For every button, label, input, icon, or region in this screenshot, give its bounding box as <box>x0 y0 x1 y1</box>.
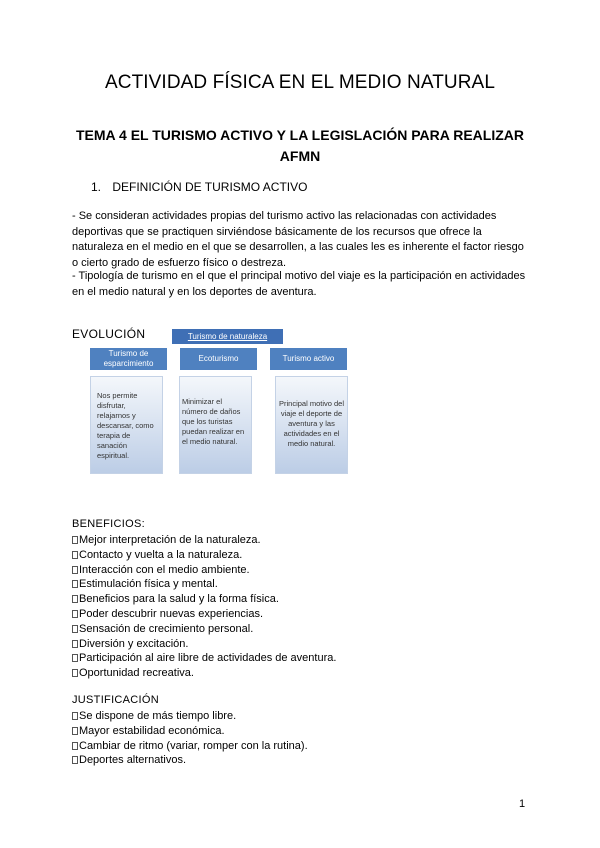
list-item-text: Contacto y vuelta a la naturaleza. <box>79 548 243 561</box>
checkbox-bullet-icon <box>72 580 78 588</box>
beneficios-list <box>72 533 336 681</box>
list-item <box>72 753 308 768</box>
list-item-text: Se dispone de más tiempo libre. <box>79 710 237 722</box>
list-item-text: Estimulación física y mental. <box>79 578 218 591</box>
list-item <box>72 622 336 637</box>
justificacion-list <box>72 709 308 768</box>
section-number: 1. <box>91 180 102 194</box>
checkbox-bullet-icon <box>72 566 78 574</box>
list-item <box>72 739 308 754</box>
section-title: DEFINICIÓN DE TURISMO ACTIVO <box>112 180 308 194</box>
list-item <box>72 592 336 607</box>
checkbox-bullet-icon <box>72 625 78 633</box>
list-item <box>72 724 308 739</box>
checkbox-bullet-icon <box>72 595 78 603</box>
checkbox-bullet-icon <box>72 610 78 618</box>
list-item <box>72 666 336 681</box>
checkbox-bullet-icon <box>72 536 78 544</box>
list-item-text: Interacción con el medio ambiente. <box>79 563 250 576</box>
checkbox-bullet-icon <box>72 727 78 735</box>
checkbox-bullet-icon <box>72 756 78 764</box>
diagram-title: Turismo de naturaleza <box>172 329 283 344</box>
checkbox-bullet-icon <box>72 654 78 662</box>
section-heading <box>91 180 307 194</box>
page-number: 1 <box>519 798 526 810</box>
list-item-text: Mejor interpretación de la naturaleza. <box>79 534 261 546</box>
checkbox-bullet-icon <box>72 712 78 720</box>
checkbox-bullet-icon <box>72 742 78 750</box>
diagram-header-esparcimiento: Turismo de esparcimiento <box>90 348 167 370</box>
main-title: ACTIVIDAD FÍSICA EN EL MEDIO NATURAL <box>104 72 495 93</box>
beneficios-title: BENEFICIOS: <box>72 518 145 530</box>
justificacion-title: JUSTIFICACIÓN <box>72 694 160 706</box>
list-item-text: Participación al aire libre de actividades de aventura. <box>79 652 337 665</box>
list-item-text: Deportes alternativos. <box>79 754 186 767</box>
list-item <box>72 548 336 563</box>
list-item <box>72 607 336 622</box>
definition-paragraph-1: - Se consideran actividades propias del turismo activo las relacionadas con actividades deportivas que se practiquen sirviéndose básicamente de los recursos que ofrece la naturaleza en el medio en el que se desarrollen, a las cuales les es inherente el factor riesgo o cierto grado de esfuerzo físico o destreza. <box>72 210 524 269</box>
list-item-text: Beneficios para la salud y la forma física. <box>79 593 279 606</box>
diagram-box-esparcimiento: Nos permite disfrutar, relajarnos y descansar, como terapia de sanación espiritual. <box>90 376 163 474</box>
list-item-text: Diversión y excitación. <box>79 637 189 650</box>
diagram-box-turismo-activo: Principal motivo del viaje el deporte de aventura y las actividades en el medio natural. <box>275 376 348 474</box>
list-item-text: Oportunidad recreativa. <box>79 667 194 680</box>
list-item <box>72 637 336 652</box>
list-item <box>72 533 336 548</box>
list-item <box>72 651 336 666</box>
list-item-text: Sensación de crecimiento personal. <box>79 622 254 635</box>
diagram-header-turismo-activo: Turismo activo <box>270 348 347 370</box>
checkbox-bullet-icon <box>72 551 78 559</box>
diagram-header-ecoturismo: Ecoturismo <box>180 348 257 370</box>
evolucion-label: EVOLUCIÓN <box>72 327 146 341</box>
list-item <box>72 577 336 592</box>
list-item-text: Poder descubrir nuevas experiencias. <box>79 607 264 620</box>
checkbox-bullet-icon <box>72 640 78 648</box>
list-item-text: Mayor estabilidad económica. <box>79 724 225 737</box>
definition-paragraph-2: - Tipología de turismo en el que el principal motivo del viaje es la participación en actividades en el medio natural y en los deportes de aventura. <box>72 270 526 298</box>
list-item <box>72 563 336 578</box>
list-item <box>72 709 308 724</box>
diagram-box-ecoturismo: Minimizar el número de daños que los turistas puedan realizar en el medio natural. <box>179 376 252 474</box>
tema-title: TEMA 4 EL TURISMO ACTIVO Y LA LEGISLACIÓN PARA REALIZAR AFMN <box>75 127 525 164</box>
checkbox-bullet-icon <box>72 669 78 677</box>
list-item-text: Cambiar de ritmo (variar, romper con la rutina). <box>79 739 308 752</box>
